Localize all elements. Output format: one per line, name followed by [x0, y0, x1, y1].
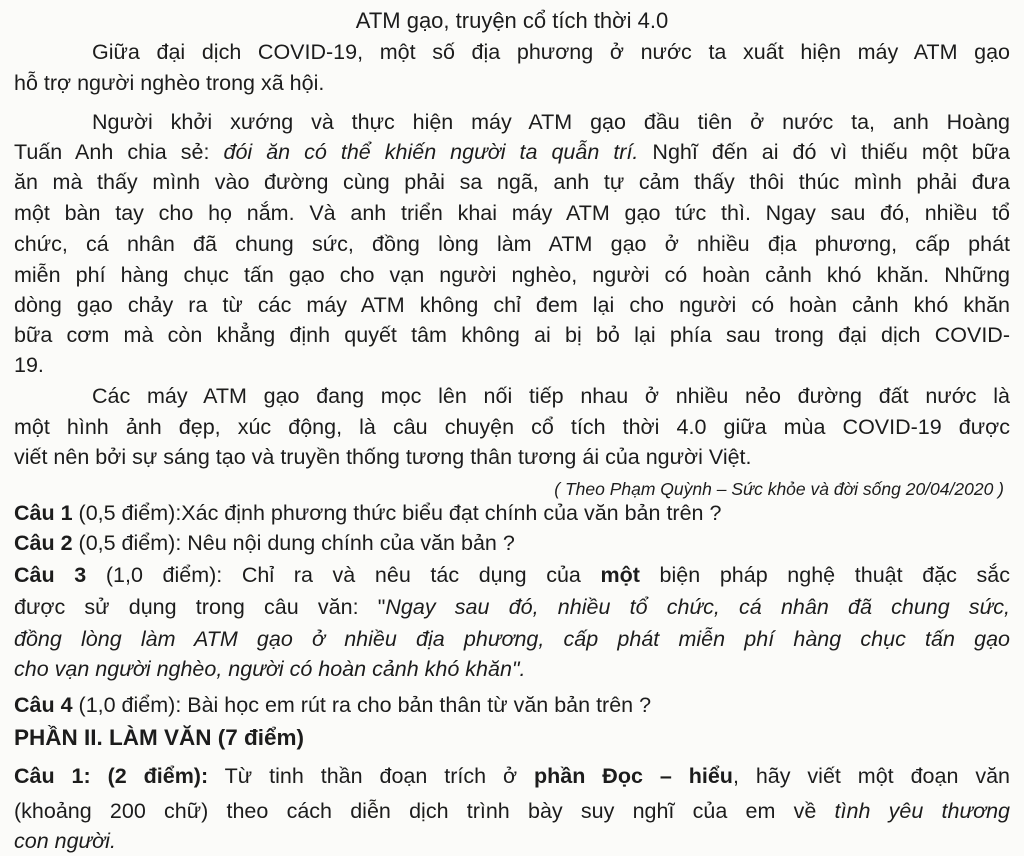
paragraph-2-line-3: ăn mà thấy mình vào đường cùng phải sa ngã, anh tự cảm thấy thôi thúc mình phải đưa: [14, 170, 1010, 194]
question-2: Câu 2 (0,5 điểm): Nêu nội dung chính của văn bản ?: [14, 531, 515, 555]
essay-question-line-1: Câu 1: (2 điểm): Từ tinh thần đoạn trích ở phần Đọc – hiểu, hãy viết một đoạn văn: [14, 764, 1010, 788]
quote-italic: đói ăn có thể khiến người ta quẫn trí.: [223, 140, 639, 164]
document-page: [14, 4, 1012, 853]
paragraph-2-line-6: miễn phí hàng chục tấn gạo cho vạn người nghèo, người có hoàn cảnh khó khăn. Những: [14, 263, 1010, 287]
paragraph-3-line-2: một hình ảnh đẹp, xúc động, là câu chuyện cổ tích thời 4.0 giữa mùa COVID-19 được: [14, 415, 1010, 439]
paragraph-2-line-4: một bàn tay cho họ nắm. Và anh triển khai máy ATM gạo tức thì. Ngay sau đó, nhiều tổ: [14, 201, 1010, 225]
essay-question-line-3: con người.: [14, 829, 116, 853]
question-1: Câu 1 (0,5 điểm):Xác định phương thức biểu đạt chính của văn bản trên ?: [14, 501, 722, 525]
paragraph-2-line-9: 19.: [14, 353, 44, 377]
question-4: Câu 4 (1,0 điểm): Bài học em rút ra cho bản thân từ văn bản trên ?: [14, 693, 652, 717]
question-3-line-4: cho vạn người nghèo, người có hoàn cảnh khó khăn".: [14, 657, 526, 681]
source-citation: ( Theo Phạm Quỳnh – Sức khỏe và đời sống 20/04/2020 ): [554, 479, 1004, 499]
paragraph-2-line-2: Tuấn Anh chia sẻ: đói ăn có thể khiến người ta quẫn trí. Nghĩ đến ai đó vì thiếu một bữa: [14, 140, 1010, 164]
paragraph-2-line-5: chức, cá nhân đã chung sức, đồng lòng làm ATM gạo ở nhiều địa phương, cấp phát: [14, 232, 1010, 256]
essay-question-line-2: (khoảng 200 chữ) theo cách diễn dịch trình bày suy nghĩ của em về tình yêu thương: [14, 799, 1010, 823]
question-3-line-2: được sử dụng trong câu văn: "Ngay sau đó, nhiều tổ chức, cá nhân đã chung sức,: [14, 595, 1010, 619]
part-2-heading: PHẦN II. LÀM VĂN (7 điểm): [14, 725, 305, 750]
paragraph-3-line-1: Các máy ATM gạo đang mọc lên nối tiếp nhau ở nhiều nẻo đường đất nước là: [92, 384, 1010, 408]
paragraph-3-line-3: viết nên bởi sự sáng tạo và truyền thống tương thân tương ái của người Việt.: [14, 445, 752, 469]
paragraph-2-line-1: Người khởi xướng và thực hiện máy ATM gạo đầu tiên ở nước ta, anh Hoàng: [92, 110, 1010, 134]
paragraph-1-line-2: hỗ trợ người nghèo trong xã hội.: [14, 71, 325, 95]
question-3-line-3: đồng lòng làm ATM gạo ở nhiều địa phương, cấp phát miễn phí hàng chục tấn gạo: [14, 627, 1010, 651]
paragraph-2-line-8: bữa cơm mà còn khẳng định quyết tâm không ai bị bỏ lại phía sau trong đại dịch COVID-: [14, 323, 1010, 347]
document-title: ATM gạo, truyện cổ tích thời 4.0: [355, 8, 669, 33]
paragraph-2-line-7: dòng gạo chảy ra từ các máy ATM không chỉ đem lại cho người có hoàn cảnh khó khăn: [14, 293, 1010, 317]
question-3-line-1: Câu 3 (1,0 điểm): Chỉ ra và nêu tác dụng của một biện pháp nghệ thuật đặc sắc: [14, 563, 1010, 587]
paragraph-1-line-1: Giữa đại dịch COVID-19, một số địa phương ở nước ta xuất hiện máy ATM gạo: [92, 40, 1010, 64]
